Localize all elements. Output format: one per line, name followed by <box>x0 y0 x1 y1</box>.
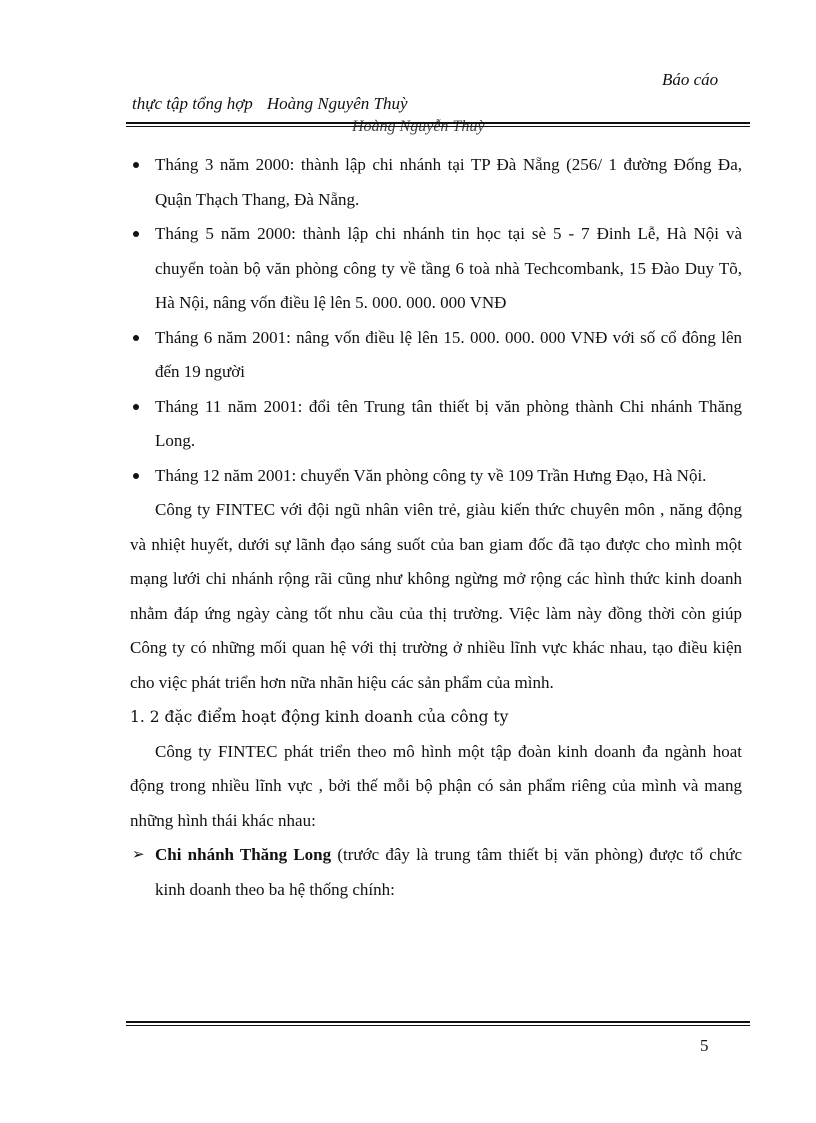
timeline-item: Tháng 3 năm 2000: thành lập chi nhánh tại TP Đà Nẵng (256/ 1 đường Đống Đa, Quận Thạch Thang, Đà Nẵng. <box>130 148 742 217</box>
timeline-item: Tháng 5 năm 2000: thành lập chi nhánh tin học tại sè 5 - 7 Đinh Lễ, Hà Nội và chuyển toàn bộ văn phòng công ty về tầng 6 toà nhà Techcombank, 15 Đào Duy Tõ, Hà Nội, nâng vốn điều lệ lên 5. 000. 000. 000 VNĐ <box>130 217 742 321</box>
business-model-paragraph: Công ty FINTEC phát triển theo mô hình một tập đoàn kinh doanh đa ngành hoat động trong nhiều lĩnh vực , bởi thế mỗi bộ phận có sản phẩm riêng của mình và mang những hình thái khác nhau: <box>130 741 742 830</box>
header-report-label: Báo cáo <box>662 70 719 89</box>
division-name: Chi nhánh Thăng Long <box>155 845 332 864</box>
division-list <box>130 838 742 907</box>
header-ghost-text: Hoàng Nguyễn Thuỳ <box>352 118 485 135</box>
division-description: (trước đây là trung tâm thiết bị văn phòng) được tổ chức kinh doanh theo ba hệ thống chính: <box>155 845 742 899</box>
company-overview-paragraph: Công ty FINTEC với đội ngũ nhân viên trẻ, giàu kiến thức chuyên môn , năng động và nhiệt huyết, dưới sự lãnh đạo sáng suốt của ban giam đốc đã tạo được cho mình một mạng lưới chi nhánh rộng rãi cũng như không ngừng mở rộng các hình thức kinh doanh nhằm đáp ứng ngày càng tốt nhu cầu của thị trường. Việc làm này đồng thời còn giúp Công ty có những mối quan hệ với thị trường ở nhiều lĩnh vực khác nhau, tạo điều kiện cho việc phát triển hơn nữa nhãn hiệu các sản phẩm của mình. <box>130 500 742 692</box>
timeline-item: Tháng 6 năm 2001: nâng vốn điều lệ lên 15. 000. 000. 000 VNĐ với số cổ đông lên đến 19 người <box>130 321 742 390</box>
timeline-item: Tháng 12 năm 2001: chuyển Văn phòng công ty về 109 Trần Hưng Đạo, Hà Nội. <box>130 459 742 494</box>
header-title <box>132 94 422 114</box>
timeline-list <box>130 148 742 493</box>
page-number: 5 <box>700 1036 709 1055</box>
section-heading: 1. 2 đặc điểm hoạt động kinh doanh của công ty <box>130 708 509 726</box>
arrow-bullet-icon: ➢ <box>132 847 145 863</box>
document-body <box>130 148 742 907</box>
header-author: Hoàng Nguyên Thuỳ <box>266 94 408 113</box>
header-rule <box>126 122 750 127</box>
footer-rule <box>126 1021 750 1026</box>
division-item <box>130 838 742 907</box>
header-report-type: thực tập tổng hợp <box>132 94 253 113</box>
timeline-item: Tháng 11 năm 2001: đổi tên Trung tân thiết bị văn phòng thành Chi nhánh Thăng Long. <box>130 390 742 459</box>
